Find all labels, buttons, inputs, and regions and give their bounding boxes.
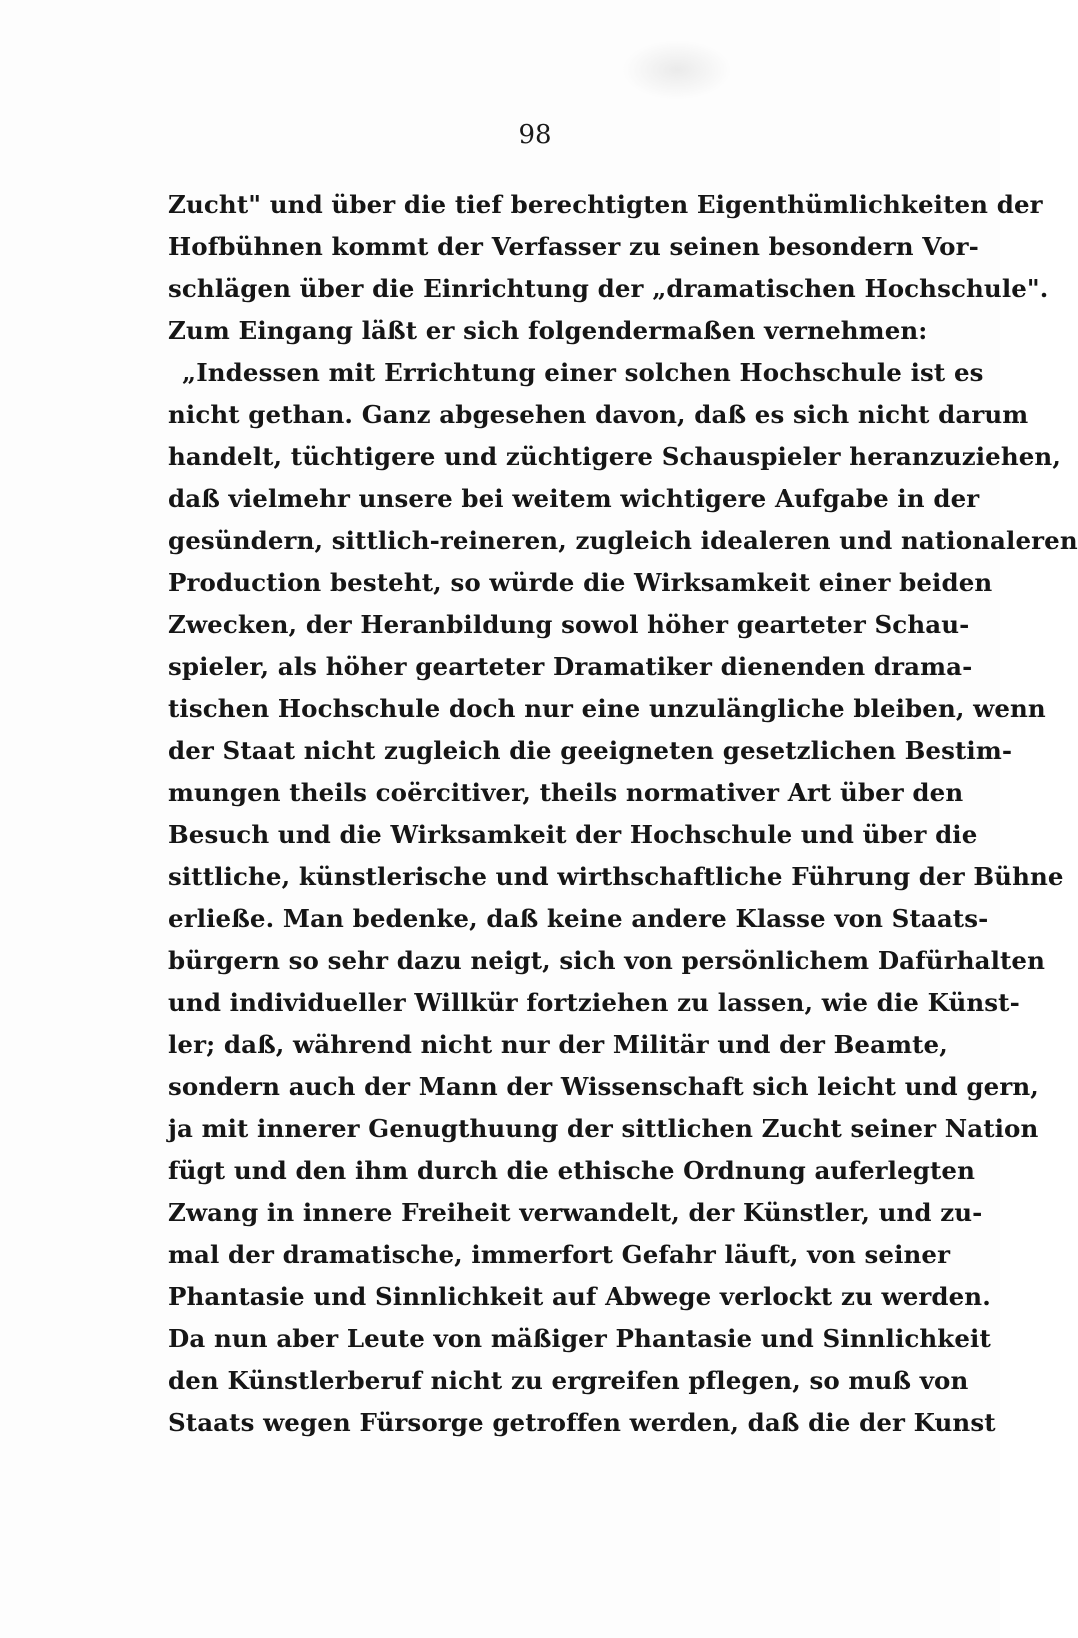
page-stain xyxy=(622,40,732,100)
text-line: daß vielmehr unsere bei weitem wichtigere Aufgabe in der xyxy=(168,484,980,513)
text-line: sittliche, künstlerische und wirthschaftliche Führung der Bühne xyxy=(168,862,1064,891)
text-line: den Künstlerberuf nicht zu ergreifen pflegen, so muß von xyxy=(168,1366,969,1395)
text-line: gesündern, sittlich-reineren, zugleich idealeren und nationaleren xyxy=(168,526,1078,555)
text-line: Zwecken, der Heranbildung sowol höher gearteter Schau- xyxy=(168,610,970,639)
text-line: Production besteht, so würde die Wirksamkeit einer beiden xyxy=(168,568,993,597)
text-line: Zum Eingang läßt er sich folgendermaßen vernehmen: xyxy=(168,316,928,345)
text-line: Phantasie und Sinnlichkeit auf Abwege verlockt zu werden. xyxy=(168,1282,991,1311)
text-line: Hofbühnen kommt der Verfasser zu seinen besondern Vor- xyxy=(168,232,979,261)
body-text xyxy=(168,184,1078,1444)
text-line: der Staat nicht zugleich die geeigneten gesetzlichen Bestim- xyxy=(168,736,1013,765)
text-line: ler; daß, während nicht nur der Militär und der Beamte, xyxy=(168,1030,948,1059)
text-line: Da nun aber Leute von mäßiger Phantasie und Sinnlichkeit xyxy=(168,1324,991,1353)
text-line: erließe. Man bedenke, daß keine andere Klasse von Staats- xyxy=(168,904,989,933)
text-line: Besuch und die Wirksamkeit der Hochschule und über die xyxy=(168,820,978,849)
text-line: Zwang in innere Freiheit verwandelt, der Künstler, und zu- xyxy=(168,1198,983,1227)
text-line: Zucht" und über die tief berechtigten Eigenthümlichkeiten der xyxy=(168,190,1043,219)
text-line: bürgern so sehr dazu neigt, sich von persönlichem Dafürhalten xyxy=(168,946,1046,975)
text-line: mal der dramatische, immerfort Gefahr läuft, von seiner xyxy=(168,1240,951,1269)
page-number: 98 xyxy=(518,120,552,150)
text-line: tischen Hochschule doch nur eine unzulängliche bleiben, wenn xyxy=(168,694,1046,723)
text-line: „Indessen mit Errichtung einer solchen Hochschule ist es xyxy=(182,358,984,387)
text-line: ja mit innerer Genugthuung der sittlichen Zucht seiner Nation xyxy=(168,1114,1039,1143)
text-line: Staats wegen Fürsorge getroffen werden, daß die der Kunst xyxy=(168,1408,996,1437)
text-line: nicht gethan. Ganz abgesehen davon, daß es sich nicht darum xyxy=(168,400,1029,429)
text-line: und individueller Willkür fortziehen zu lassen, wie die Künst- xyxy=(168,988,1020,1017)
text-line: mungen theils coërcitiver, theils normativer Art über den xyxy=(168,778,964,807)
text-line: sondern auch der Mann der Wissenschaft sich leicht und gern, xyxy=(168,1072,1039,1101)
text-line: fügt und den ihm durch die ethische Ordnung auferlegten xyxy=(168,1156,976,1185)
text-line: schlägen über die Einrichtung der „dramatischen Hochschule". xyxy=(168,274,1049,303)
text-line: spieler, als höher gearteter Dramatiker dienenden drama- xyxy=(168,652,973,681)
text-line: handelt, tüchtigere und züchtigere Schauspieler heranzuziehen, xyxy=(168,442,1061,471)
